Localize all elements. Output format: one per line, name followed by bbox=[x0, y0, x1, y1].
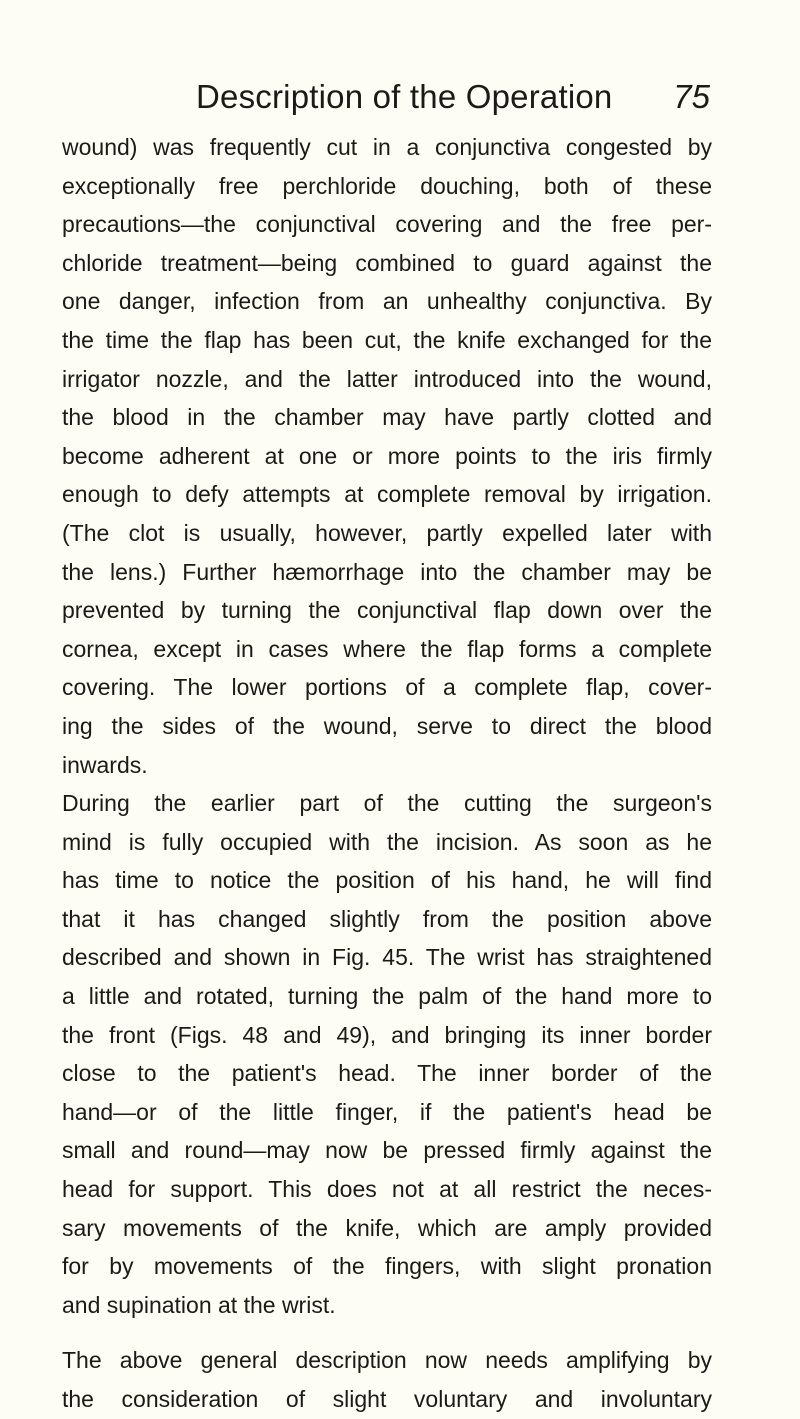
running-head bbox=[110, 74, 710, 120]
paragraph-3 bbox=[62, 1341, 712, 1418]
text-line: one danger, infection from an unhealthy conjunctiva. By bbox=[62, 288, 712, 315]
text-line: that it has changed slightly from the position above bbox=[62, 905, 712, 932]
text-line: exceptionally free perchloride douching, both of these bbox=[62, 172, 712, 199]
text-line: the blood in the chamber may have partly clotted and bbox=[62, 404, 712, 431]
paragraph-1 bbox=[62, 128, 712, 784]
text-line: head for support. This does not at all restrict the neces- bbox=[62, 1176, 712, 1203]
text-line: cornea, except in cases where the flap forms a complete bbox=[62, 635, 712, 662]
text-line: the lens.) Further hæmorrhage into the chamber may be bbox=[62, 558, 712, 585]
text-line: has time to notice the position of his hand, he will find bbox=[62, 867, 712, 894]
text-line: hand—or of the little finger, if the patient's head be bbox=[62, 1098, 712, 1125]
paragraph-gap bbox=[62, 1324, 712, 1341]
text-line: described and shown in Fig. 45. The wrist has straightened bbox=[62, 944, 712, 971]
text-line: (The clot is usually, however, partly expelled later with bbox=[62, 519, 712, 546]
text-line: and supination at the wrist. bbox=[62, 1291, 336, 1318]
text-line: enough to defy attempts at complete removal by irrigation. bbox=[62, 481, 712, 508]
paragraph-2 bbox=[62, 784, 712, 1324]
text-line: ing the sides of the wound, serve to direct the blood bbox=[62, 712, 712, 739]
text-line: inwards. bbox=[62, 751, 148, 778]
text-line: mind is fully occupied with the incision. As soon as he bbox=[62, 828, 712, 855]
text-line: for by movements of the fingers, with slight pronation bbox=[62, 1253, 712, 1280]
running-title: Description of the Operation bbox=[196, 78, 613, 115]
text-line: chloride treatment—being combined to guard against the bbox=[62, 249, 712, 276]
text-line: irrigator nozzle, and the latter introduced into the wound, bbox=[62, 365, 712, 392]
text-line: covering. The lower portions of a complete flap, cover- bbox=[62, 674, 712, 701]
text-line: the consideration of slight voluntary and involuntary bbox=[62, 1386, 712, 1412]
text-line: wound) was frequently cut in a conjunctiva congested by bbox=[62, 134, 712, 160]
text-line: The above general description now needs amplifying by bbox=[62, 1347, 712, 1374]
text-line: a little and rotated, turning the palm of the hand more to bbox=[62, 983, 712, 1010]
text-line: prevented by turning the conjunctival flap down over the bbox=[62, 597, 712, 624]
text-line: the time the flap has been cut, the knife exchanged for the bbox=[62, 326, 712, 353]
text-line: sary movements of the knife, which are amply provided bbox=[62, 1214, 712, 1241]
text-line: become adherent at one or more points to the iris firmly bbox=[62, 442, 712, 469]
text-line: the front (Figs. 48 and 49), and bringing its inner border bbox=[62, 1021, 712, 1048]
page-number: 75 bbox=[673, 78, 710, 115]
text-line: precautions—the conjunctival covering and the free per- bbox=[62, 211, 712, 238]
text-line: During the earlier part of the cutting the surgeon's bbox=[62, 790, 712, 817]
text-line: small and round—may now be pressed firmly against the bbox=[62, 1137, 712, 1164]
text-line: close to the patient's head. The inner border of the bbox=[62, 1060, 712, 1087]
body-text bbox=[62, 128, 712, 1419]
